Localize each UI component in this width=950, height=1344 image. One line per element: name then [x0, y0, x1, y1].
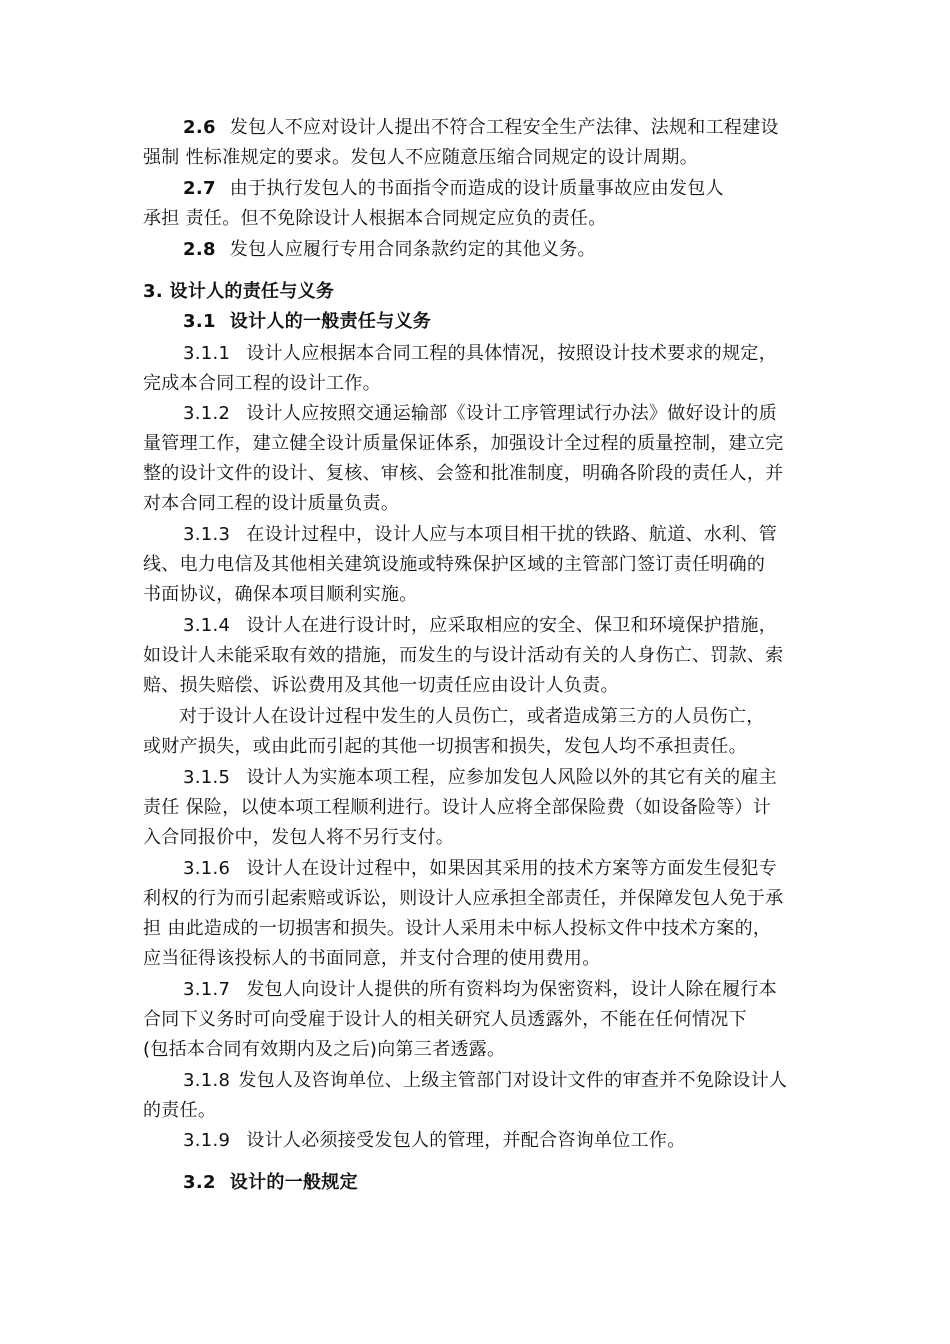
clause-number: 3.1.1 [183, 343, 231, 364]
clause-3-1-6-line-2 [0, 884, 950, 914]
clause-text: 如设计人未能采取有效的措施，而发生的与设计活动有关的人身伤亡、罚款、索 [143, 645, 784, 666]
clause-text: 的责任。 [143, 1100, 217, 1121]
clause-3-1-6-line-4 [0, 944, 950, 974]
clause-2-7-line-2 [0, 204, 950, 234]
subsection-number: 3.2 [183, 1172, 216, 1193]
clause-3-1-7-line-2 [0, 1005, 950, 1035]
clause-text: 设计人必须接受发包人的管理，并配合咨询单位工作。 [246, 1130, 686, 1151]
clause-text: 整的设计文件的设计、复核、审核、会签和批准制度，明确各阶段的责任人，并 [143, 463, 784, 484]
clause-3-1-5-line-3 [0, 823, 950, 853]
clause-number: 3.1.5 [183, 767, 231, 788]
clause-text: 由于执行发包人的书面指令而造成的设计质量事故应由发包人 [229, 178, 724, 199]
clause-text: 担 由此造成的一切损害和损失。设计人采用未中标人投标文件中技术方案的， [143, 918, 772, 939]
clause-3-1-4-para-2-line-1 [0, 702, 950, 732]
clause-3-1-2-line-1 [0, 399, 950, 429]
section-3-heading [0, 277, 950, 307]
clause-2-8-line-1 [0, 235, 950, 265]
clause-3-1-4-line-2 [0, 641, 950, 671]
clause-3-1-7-line-1 [0, 975, 950, 1005]
clause-3-1-9-line-1 [0, 1126, 950, 1156]
clause-3-1-3-line-1 [0, 520, 950, 550]
clause-2-7-line-1 [0, 174, 950, 204]
clause-3-1-8-line-1 [0, 1066, 950, 1096]
clause-3-1-6-line-3 [0, 914, 950, 944]
subsection-title: 设计的一般规定 [229, 1172, 358, 1193]
clause-text: 发包人向设计人提供的所有资料均为保密资料，设计人除在履行本 [246, 979, 778, 1000]
subsection-3-1-heading [0, 307, 950, 337]
clause-text: 设计人应根据本合同工程的具体情况，按照设计技术要求的规定， [246, 343, 778, 364]
clause-text: 合同下义务时可向受雇于设计人的相关研究人员透露外，不能在任何情况下 [143, 1009, 747, 1030]
clause-text: 量管理工作，建立健全设计质量保证体系，加强设计全过程的质量控制，建立完 [143, 433, 784, 454]
section-heading-text: 3. 设计人的责任与义务 [143, 281, 335, 302]
clause-text: 入合同报价中，发包人将不另行支付。 [143, 827, 455, 848]
clause-number: 3.1.7 [183, 979, 231, 1000]
clause-3-1-3-line-3 [0, 580, 950, 610]
clause-3-1-4-line-3 [0, 671, 950, 701]
clause-3-1-7-line-3 [0, 1035, 950, 1065]
clause-text: 应当征得该投标人的书面同意，并支付合理的使用费用。 [143, 948, 601, 969]
clause-text: 设计人应按照交通运输部《设计工序管理试行办法》做好设计的质 [246, 403, 778, 424]
clause-text: 书面协议，确保本项目顺利实施。 [143, 584, 418, 605]
clause-number: 3.1.4 [183, 615, 231, 636]
clause-text: 对于设计人在设计过程中发生的人员伤亡，或者造成第三方的人员伤亡， [179, 706, 765, 727]
clause-number: 2.7 [183, 178, 216, 199]
clause-3-1-6-line-1 [0, 854, 950, 884]
clause-text: 线、电力电信及其他相关建筑设施或特殊保护区域的主管部门签订责任明确的 [143, 554, 766, 575]
subsection-number: 3.1 [183, 311, 216, 332]
clause-3-1-4-line-1 [0, 611, 950, 641]
clause-text: 对本合同工程的设计质量负责。 [143, 493, 400, 514]
clause-3-1-5-line-2 [0, 793, 950, 823]
clause-text: 责任 保险，以使本项工程顺利进行。设计人应将全部保险费（如设备险等）计 [143, 797, 772, 818]
clause-number: 3.1.9 [183, 1130, 231, 1151]
clause-text: 发包人不应对设计人提出不符合工程安全生产法律、法规和工程建设 [229, 117, 779, 138]
clause-number: 2.6 [183, 117, 216, 138]
clause-3-1-5-line-1 [0, 763, 950, 793]
clause-text: 设计人在进行设计时，应采取相应的安全、保卫和环境保护措施， [246, 615, 778, 636]
clause-text: 发包人及咨询单位、上级主管部门对设计文件的审查并不免除设计人 [238, 1070, 788, 1091]
clause-text: (包括本合同有效期内及之后)向第三者透露。 [143, 1039, 506, 1060]
clause-3-1-1-line-1 [0, 339, 950, 369]
clause-3-1-2-line-3 [0, 459, 950, 489]
clause-text: 或财产损失，或由此而引起的其他一切损害和损失，发包人均不承担责任。 [143, 736, 747, 757]
clause-2-6-line-1 [0, 113, 950, 143]
clause-text: 利权的行为而引起索赔或诉讼，则设计人应承担全部责任，并保障发包人免于承 [143, 888, 784, 909]
clause-3-1-8-line-2 [0, 1096, 950, 1126]
clause-3-1-2-line-2 [0, 429, 950, 459]
clause-number: 3.1.3 [183, 524, 231, 545]
clause-number: 3.1.2 [183, 403, 231, 424]
clause-2-6-line-2 [0, 143, 950, 173]
clause-text: 发包人应履行专用合同条款约定的其他义务。 [229, 239, 596, 260]
clause-text: 强制 性标准规定的要求。发包人不应随意压缩合同规定的设计周期。 [143, 147, 699, 168]
clause-text: 完成本合同工程的设计工作。 [143, 373, 381, 394]
clause-text: 设计人在设计过程中，如果因其采用的技术方案等方面发生侵犯专 [246, 858, 778, 879]
clause-text: 赔、损失赔偿、诉讼费用及其他一切责任应由设计人负责。 [143, 675, 619, 696]
clause-number: 3.1.8 [183, 1070, 231, 1091]
clause-3-1-3-line-2 [0, 550, 950, 580]
subsection-title: 设计人的一般责任与义务 [229, 311, 432, 332]
clause-number: 2.8 [183, 239, 216, 260]
clause-text: 承担 责任。但不免除设计人根据本合同规定应负的责任。 [143, 208, 607, 229]
subsection-3-2-heading [0, 1168, 950, 1198]
clause-3-1-1-line-2 [0, 369, 950, 399]
clause-3-1-2-line-4 [0, 489, 950, 519]
clause-text: 在设计过程中，设计人应与本项目相干扰的铁路、航道、水利、管 [246, 524, 778, 545]
clause-text: 设计人为实施本项工程，应参加发包人风险以外的其它有关的雇主 [246, 767, 778, 788]
clause-3-1-4-para-2-line-2 [0, 732, 950, 762]
clause-number: 3.1.6 [183, 858, 231, 879]
